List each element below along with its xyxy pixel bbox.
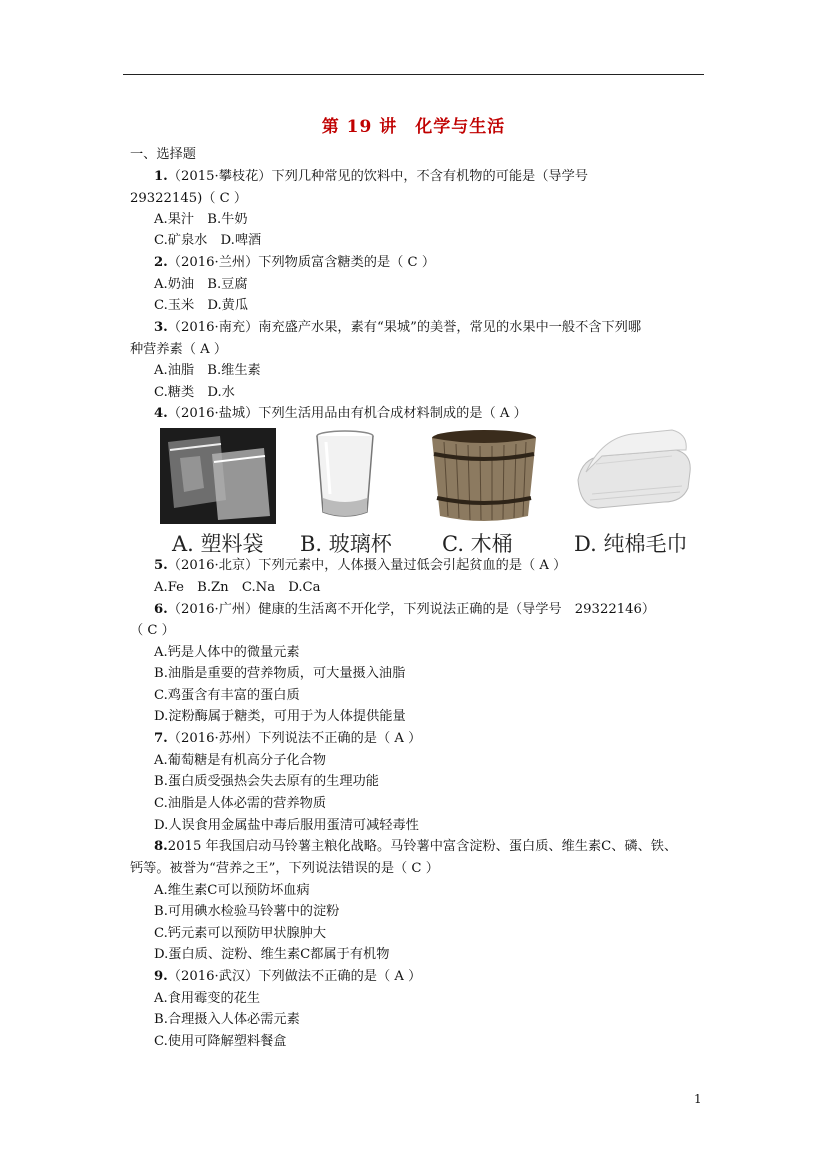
section-heading: 一、选择题 [130, 147, 196, 162]
q8-option-c: C.钙元素可以预防甲状腺肿大 [154, 926, 327, 941]
q6-option-a: A.钙是人体中的微量元素 [154, 645, 300, 660]
question-3-cont: 种营养素（ A ） [130, 342, 228, 357]
page-number: 1 [694, 1092, 702, 1106]
q9-option-a: A.食用霉变的花生 [154, 991, 261, 1006]
q6-option-c: C.鸡蛋含有丰富的蛋白质 [154, 688, 300, 703]
q7-option-d: D.人误食用金属盐中毒后服用蛋清可减轻毒性 [154, 818, 419, 833]
cotton-towel-image [572, 428, 696, 524]
question-9: 9.（2016·武汉）下列做法不正确的是（ A ） [154, 969, 422, 984]
q8-option-b: B.可用碘水检验马铃薯中的淀粉 [154, 904, 340, 919]
q1-options-2: C.矿泉水 D.啤酒 [154, 233, 262, 248]
figure-caption-c: C. 木桶 [442, 532, 513, 556]
q1-options-1: A.果汁 B.牛奶 [154, 212, 248, 227]
q5-options: A.Fe B.Zn C.Na D.Ca [154, 580, 321, 595]
wooden-bucket-image [428, 428, 540, 524]
q2-options-2: C.玉米 D.黄瓜 [154, 298, 249, 313]
page-title: 第 19 讲 化学与生活 [321, 117, 506, 137]
question-8-cont: 钙等。被誉为“营养之王”，下列说法错误的是（ C ） [130, 861, 439, 876]
figure-caption-b: B. 玻璃杯 [300, 532, 392, 556]
question-7: 7.（2016·苏州）下列说法不正确的是（ A ） [154, 731, 422, 746]
question-4: 4.（2016·盐城）下列生活用品由有机合成材料制成的是（ A ） [154, 406, 527, 421]
question-6-cont: （ C ） [130, 623, 175, 638]
q6-option-b: B.油脂是重要的营养物质，可大量摄入油脂 [154, 666, 406, 681]
q8-option-a: A.维生素C可以预防坏血病 [154, 883, 310, 898]
q3-options-1: A.油脂 B.维生素 [154, 363, 261, 378]
q9-option-b: B.合理摄入人体必需元素 [154, 1012, 300, 1027]
header-rule [123, 74, 704, 75]
q8-option-d: D.蛋白质、淀粉、维生素C都属于有机物 [154, 947, 390, 962]
q3-options-2: C.糖类 D.水 [154, 385, 235, 400]
q7-option-a: A.葡萄糖是有机高分子化合物 [154, 753, 326, 768]
question-6: 6.（2016·广州）健康的生活离不开化学，下列说法正确的是（导学号 29322146） [154, 602, 656, 617]
question-1-cont: 29322145)（ C ） [130, 191, 248, 206]
question-2: 2.（2016·兰州）下列物质富含糖类的是（ C ） [154, 255, 436, 270]
figure-caption-a: A. 塑料袋 [172, 532, 264, 556]
q7-option-c: C.油脂是人体必需的营养物质 [154, 796, 327, 811]
q9-option-c: C.使用可降解塑料餐盒 [154, 1034, 287, 1049]
glass-cup-image [310, 428, 380, 524]
question-4-figures [160, 428, 700, 554]
question-1: 1.（2015·攀枝花）下列几种常见的饮料中，不含有机物的可能是（导学号 [154, 169, 588, 184]
plastic-bags-image [160, 428, 276, 524]
question-3: 3.（2016·南充）南充盛产水果，素有“果城”的美誉，常见的水果中一般不含下列哪 [154, 320, 642, 335]
q2-options-1: A.奶油 B.豆腐 [154, 277, 248, 292]
figure-caption-d: D. 纯棉毛巾 [574, 532, 688, 556]
question-8: 8.2015 年我国启动马铃薯主粮化战略。马铃薯中富含淀粉、蛋白质、维生素C、磷、铁、 [154, 839, 678, 854]
q6-option-d: D.淀粉酶属于糖类，可用于为人体提供能量 [154, 709, 406, 724]
q7-option-b: B.蛋白质受强热会失去原有的生理功能 [154, 774, 379, 789]
question-5: 5.（2016·北京）下列元素中，人体摄入量过低会引起贫血的是（ A ） [154, 558, 567, 573]
